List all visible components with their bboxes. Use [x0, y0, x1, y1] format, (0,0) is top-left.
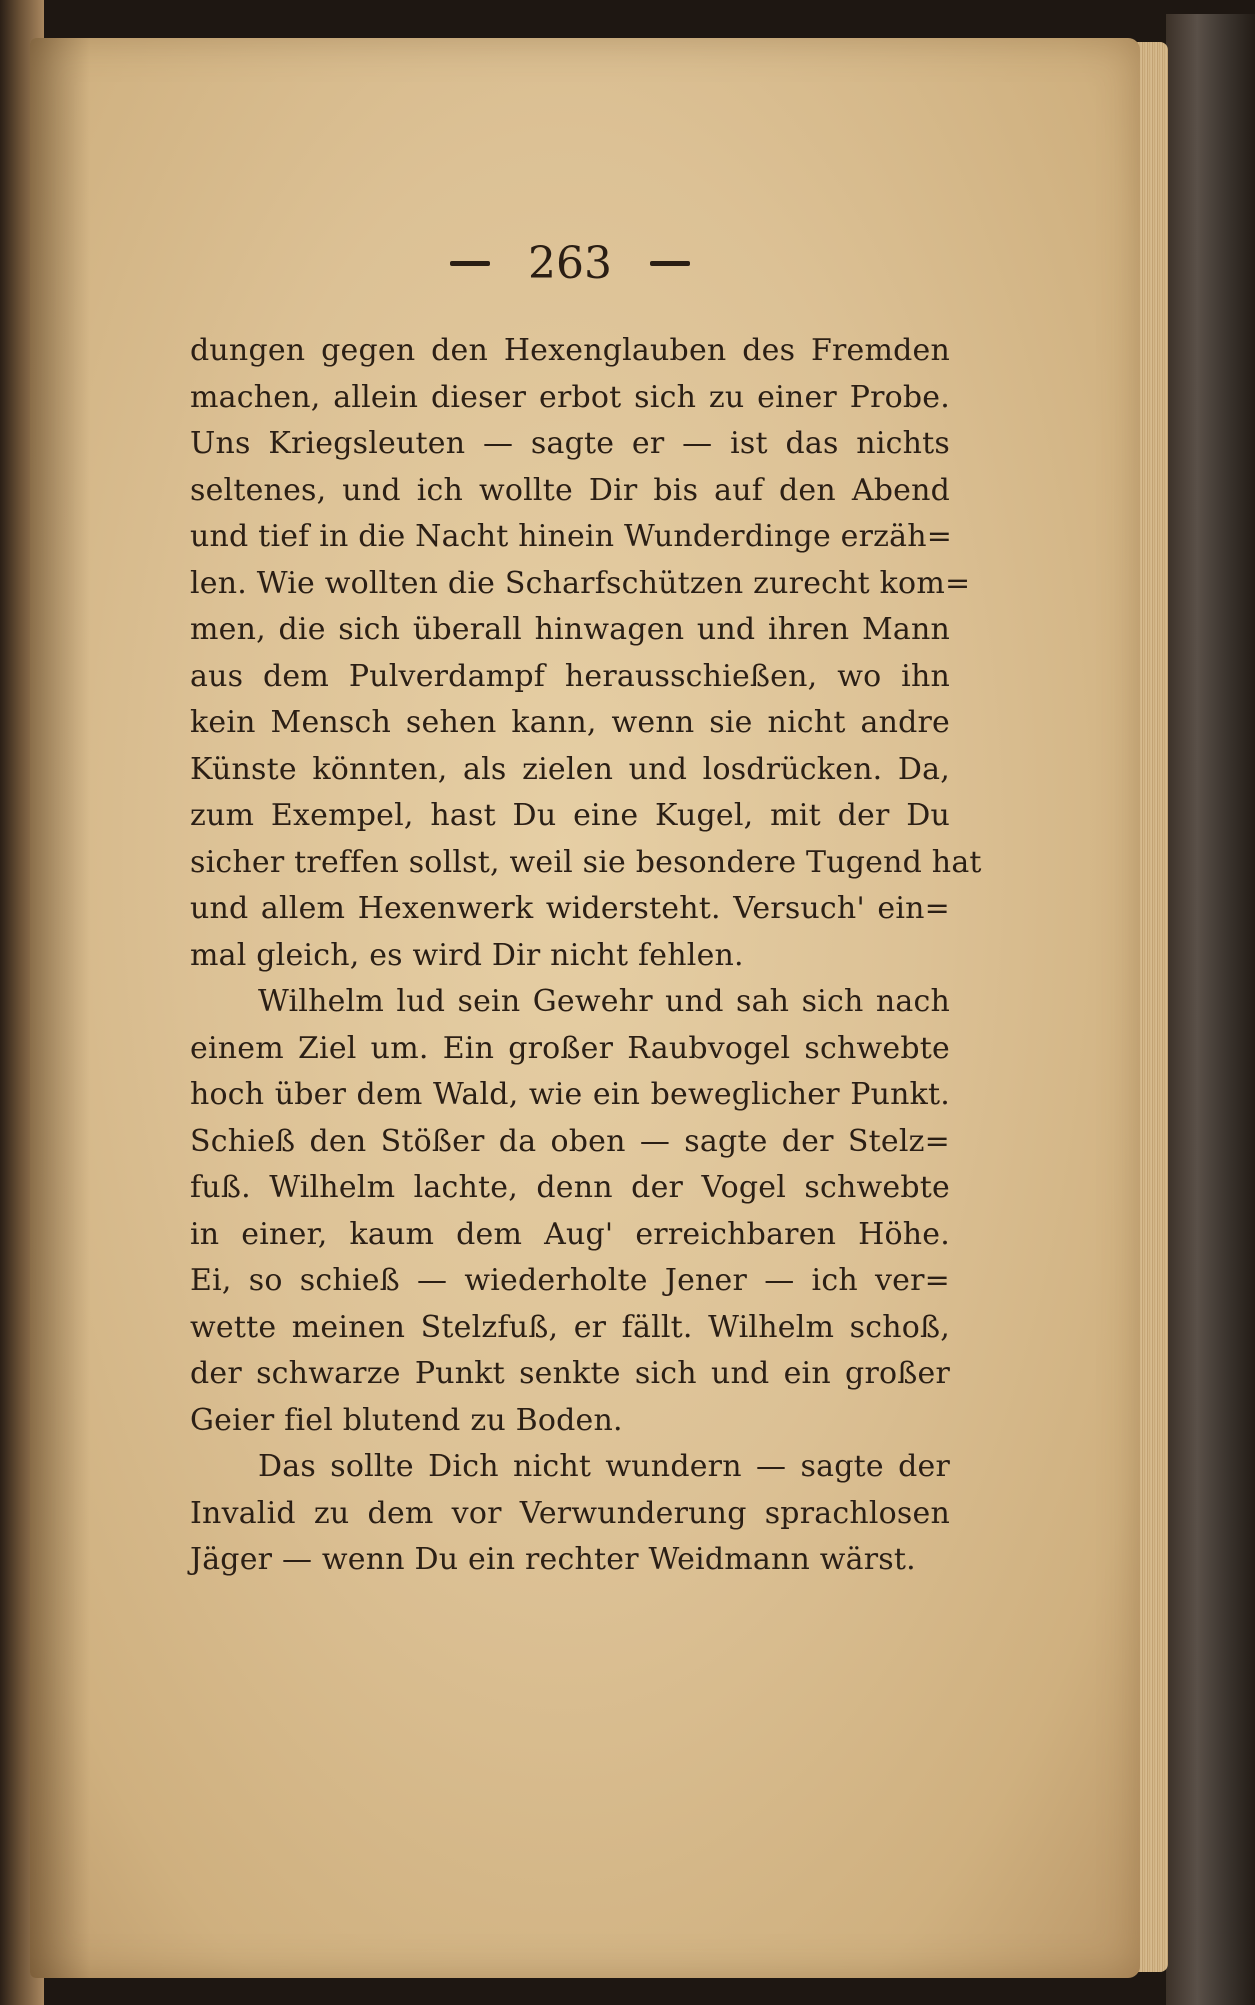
- text-line: in einer, kaum dem Aug' erreichbaren Höhe.: [190, 1216, 950, 1252]
- text-line: dungen gegen den Hexenglauben des Fremden: [190, 333, 950, 368]
- text-line: fuß. Wilhelm lachte, denn der Vogel schwebte: [190, 1170, 950, 1205]
- text-line: Uns Kriegsleuten — sagte er — ist das nichts: [190, 426, 950, 461]
- text-line: Schieß den Stößer da oben — sagte der Stelz=: [190, 1123, 950, 1159]
- text-line: aus dem Pulverdampf herausschießen, wo ihn: [190, 658, 950, 694]
- left-dash: [450, 261, 490, 266]
- text-line: Künste könnten, als zielen und losdrücken. Da,: [190, 751, 950, 787]
- book-cover-edge: [1166, 14, 1255, 2005]
- text-line: zum Exempel, hast Du eine Kugel, mit der Du: [190, 798, 950, 833]
- text-line: sicher treffen sollst, weil sie besondere Tugend hat: [190, 844, 982, 880]
- text-line: machen, allein dieser erbot sich zu einer Probe.: [190, 379, 950, 415]
- text-line: mal gleich, es wird Dir nicht fehlen.: [190, 937, 744, 973]
- page-number-header: [425, 228, 715, 298]
- text-line: men, die sich überall hinwagen und ihren Mann: [190, 612, 950, 647]
- text-line: Wilhelm lud sein Gewehr und sah sich nach: [258, 984, 950, 1019]
- text-line: hoch über dem Wald, wie ein beweglicher Punkt.: [190, 1077, 950, 1112]
- text-line: der schwarze Punkt senkte sich und ein großer: [190, 1356, 950, 1391]
- text-line: Geier fiel blutend zu Boden.: [190, 1402, 623, 1438]
- body-text: [190, 328, 982, 1584]
- text-line: und tief in die Nacht hinein Wunderdinge erzäh=: [190, 519, 953, 554]
- gutter-shadow: [30, 38, 90, 1978]
- right-dash: [650, 261, 690, 266]
- text-line: Jäger — wenn Du ein rechter Weidmann wärst.: [190, 1542, 916, 1577]
- text-line: wette meinen Stelzfuß, er fällt. Wilhelm schoß,: [190, 1309, 950, 1345]
- text-line: Ei, so schieß — wiederholte Jener — ich ver=: [190, 1263, 950, 1298]
- text-line: Invalid zu dem vor Verwunderung sprachlosen: [190, 1495, 950, 1531]
- text-line: Das sollte Dich nicht wundern — sagte der: [258, 1449, 950, 1484]
- text-line: len. Wie wollten die Scharfschützen zurecht kom=: [190, 565, 971, 601]
- text-line: und allem Hexenwerk widersteht. Versuch' ein=: [190, 891, 950, 926]
- text-line: einem Ziel um. Ein großer Raubvogel schwebte: [190, 1030, 950, 1066]
- page-number: 263: [528, 237, 612, 289]
- text-line: kein Mensch sehen kann, wenn sie nicht andre: [190, 705, 950, 740]
- text-line: seltenes, und ich wollte Dir bis auf den Abend: [190, 472, 950, 508]
